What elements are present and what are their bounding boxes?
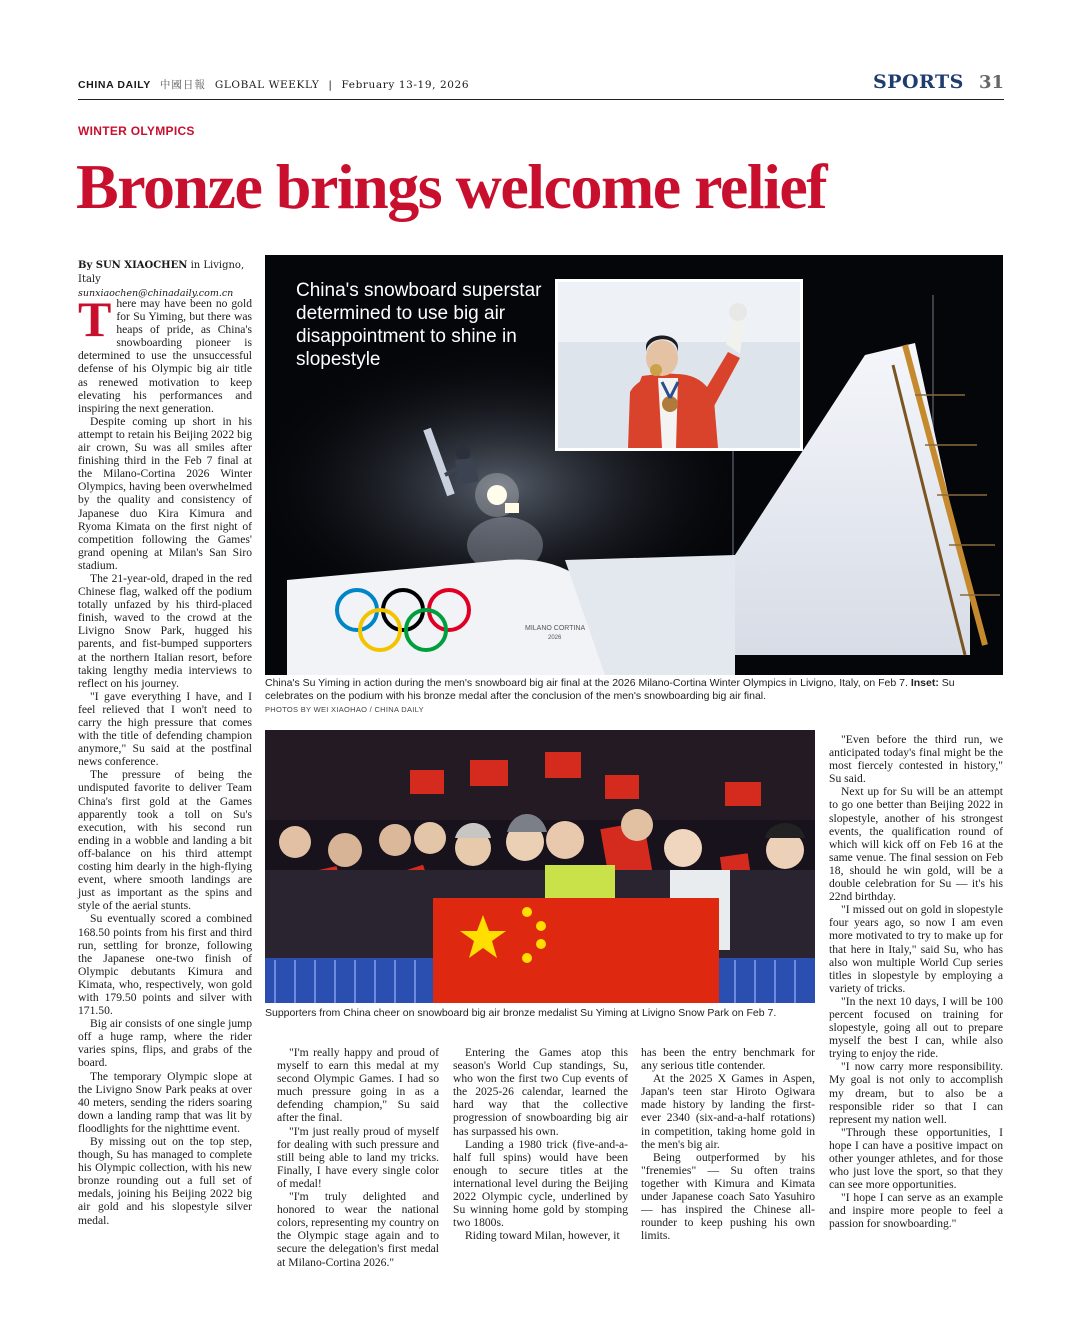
col4-p3: Being outperformed by his "frenemies" — Su often trains together with Kimura and Kimata under Japanese coach Sato Yasuhiro — has inspired the Chinese all-rounder to keep pushing his own limits. (641, 1150, 815, 1243)
page-number: 31 (978, 72, 1004, 93)
headline: Bronze brings welcome relief (76, 151, 827, 222)
issue-date: February 13-19, 2026 (341, 79, 470, 91)
col1-p7: Big air consists of one single jump off a huge ramp, where the rider varies spins, flips, and grabs of the board. (78, 1017, 252, 1070)
col1-p4: "I gave everything I have, and I feel relieved that I won't need to carry the high pressure that comes with the title of defending champion anymore," Su said at the postfinal news conference. (78, 689, 252, 769)
col5-p6: "Through these opportunities, I hope I can have a positive impact on other younger athletes, and for those who just love the sport, so that they can see more opportunities. (829, 1125, 1003, 1192)
col5-p1: "Even before the third run, we anticipated today's final might be the most fiercely contested in history," Su said. (829, 733, 1003, 786)
masthead (78, 71, 1004, 100)
col3-p2: Landing a 1980 trick (five-and-a-half full spins) would have been enough to secure titles at the international level during the Beijing 2022 Olympic cycle, underlined by Su winning home gold by stomping two 1800s. (453, 1137, 628, 1230)
article-column-5 (829, 733, 1003, 1248)
col2-p1: "I'm really happy and proud of myself to earn this medal at my second Olympic Games. I had so much pressure going in as a defending champion," Su said after the final. (277, 1046, 439, 1125)
main-caption-text: China's Su Yiming in action during the men's snowboard big air final at the 2026 Milano-Cortina Winter Olympics in Livigno, Italy, on Feb 7. (265, 677, 908, 689)
col5-p7: "I hope I can serve as an example and inspire more people to feel a passion for snowboarding." (829, 1191, 1003, 1231)
col1-p1: here may have been no gold for Su Yiming, but there was heaps of pride, as China's snowboarding pioneer is determined to use the unsuccessful defense of his Olympic big air title as renewed motivation to keep elevating his performances and inspiring the next generation. (78, 297, 252, 415)
photo-credit: PHOTOS BY WEI XIAOHAO / CHINA DAILY (265, 705, 424, 714)
byline-location: in Livigno, Italy (78, 260, 245, 285)
main-photo-caption (265, 677, 1003, 703)
masthead-separator: | (328, 79, 333, 91)
col1-p5: The pressure of being the undisputed favorite to deliver Team China's first gold at the Games apparently took a toll on Su's execution, with his second run ending in a wobble and landing a bit off-balance on his third attempt costing him dearly in the high-flying event, where smooth landings are just as important as the spins and style of the aerial stunts. (78, 768, 252, 913)
kicker: WINTER OLYMPICS (78, 124, 195, 138)
col5-p4: "In the next 10 days, I will be 100 percent focused on training for slopestyle, going all out to prepare myself the best I can, while also trying to enjoy the ride. (829, 994, 1003, 1061)
byline-author: By SUN XIAOCHEN (78, 260, 188, 271)
paper-name: CHINA DAILY (78, 79, 151, 91)
byline-email: sunxiaochen@chinadaily.com.cn (78, 288, 234, 299)
podium-celebration-illustration (558, 282, 800, 448)
main-photo-snowboard-big-air (265, 255, 1003, 675)
drop-cap: T (78, 291, 112, 347)
col1-p2: Despite coming up short in his attempt to retain his Beijing 2022 big air crown, Su was all smiles after finishing third in the Feb 7 final at the Milano-Cortina 2026 Winter Olympics, having been overwhelmed by the quality and consistency of Japanese duo Kira Kimura and Ryoma Kimata on the first night of competition following the Games' grand opening at Milan's San Siro stadium. (78, 414, 252, 572)
col2-p2: "I'm just really proud of myself for dealing with such pressure and still being able to land my tricks. Finally, I have every single color of medal! (277, 1124, 439, 1190)
col3-p3: Riding toward Milan, however, it (465, 1229, 620, 1243)
col2-p3: "I'm truly delighted and honored to wear the national colors, representing my country on the Olympic stage again and to secure the delegation's first medal at Milano-Cortina 2026." (277, 1190, 439, 1269)
masthead-right (873, 71, 1004, 93)
ramp-year: 2026 (548, 635, 562, 641)
col4-p1: has been the entry benchmark for any serious title contender. (641, 1046, 815, 1073)
photo-tagline: China's snowboard superstar determined to use big air disappointment to shine in slopestyle (296, 280, 542, 370)
fans-illustration (265, 730, 815, 1003)
col1-p6: Su eventually scored a combined 168.50 points from his first and third run, settling for bronze, following the Japanese one-two finish of Olympic debutants Kimura and Kimata, who, respectively, won gold with 179.50 points and silver with 171.50. (78, 912, 252, 1018)
col1-p3: The 21-year-old, draped in the red Chinese flag, walked off the podium totally unfazed by his third-placed finish, waved to the crowd at the Livigno Snow Park, hugged his parents, and fist-bumped supporters at the northern Italian resort, before taking lengthy media interviews to reflect on his journey. (78, 571, 252, 690)
masthead-left (78, 77, 469, 92)
col5-p3: "I missed out on gold in slopestyle four years ago, so now I am even more motivated to try to make up for that here in Italy," said Su, who has also won multiple World Cup series titles in slopestyle by employing a variety of tricks. (829, 903, 1003, 995)
fans-photo (265, 730, 815, 1003)
article-column-2 (277, 1046, 439, 1269)
col4-p2: At the 2025 X Games in Aspen, Japan's teen star Hiroto Ogiwara made history by landing the first-ever 2340 (six-and-a-half rotations) in competition, taking home gold in the men's big air. (641, 1072, 815, 1151)
ramp-sign: MILANO CORTINA (525, 625, 586, 632)
article-column-4 (641, 1046, 815, 1246)
inset-photo-podium (555, 279, 803, 451)
fans-photo-caption: Supporters from China cheer on snowboard big air bronze medalist Su Yiming at Livigno Snow Park on Feb 7. (265, 1007, 777, 1019)
paper-chinese-name: 中國日報 (159, 79, 206, 91)
col1-p8: The temporary Olympic slope at the Livigno Snow Park peaks at over 40 meters, sending the riders soaring down a landing ramp that was lit by floodlights for the nighttime event. (78, 1069, 252, 1135)
article-column-3 (453, 1046, 628, 1246)
col5-p2: Next up for Su will be an attempt to go one better than Beijing 2022 in slopestyle, another of his strongest events, the qualification round of which will kick off on Feb 16 at the same venue. The final session on Feb 18, should he win gold, will be a double celebration for Su — it's his 22nd birthday. (829, 785, 1003, 904)
col1-p9: By missing out on the top step, though, Su has managed to complete his Olympic collection, with his new bronze rounding out a full set of medals, joining his Beijing 2022 big air gold and his slopestyle silver medal. (78, 1135, 252, 1227)
inset-label: Inset: (910, 677, 939, 689)
inset-caption-text: Su celebrates on the podium with his bronze medal after the conclusion of the men's snowboarding big air final. (265, 677, 955, 702)
section-name: SPORTS (872, 71, 964, 93)
col3-p1: Entering the Games atop this season's World Cup standings, Su, who won the first two Cup events of the 2025-26 calendar, learned the hard way that the collective progression of snowboarding big air has surpassed his own. (453, 1046, 628, 1138)
edition-name: GLOBAL WEEKLY (214, 79, 320, 91)
col5-p5: "I now carry more responsibility. My goal is not only to accomplish my dream, but to also be a responsible rider so that I can represent my nation well. (829, 1060, 1003, 1126)
